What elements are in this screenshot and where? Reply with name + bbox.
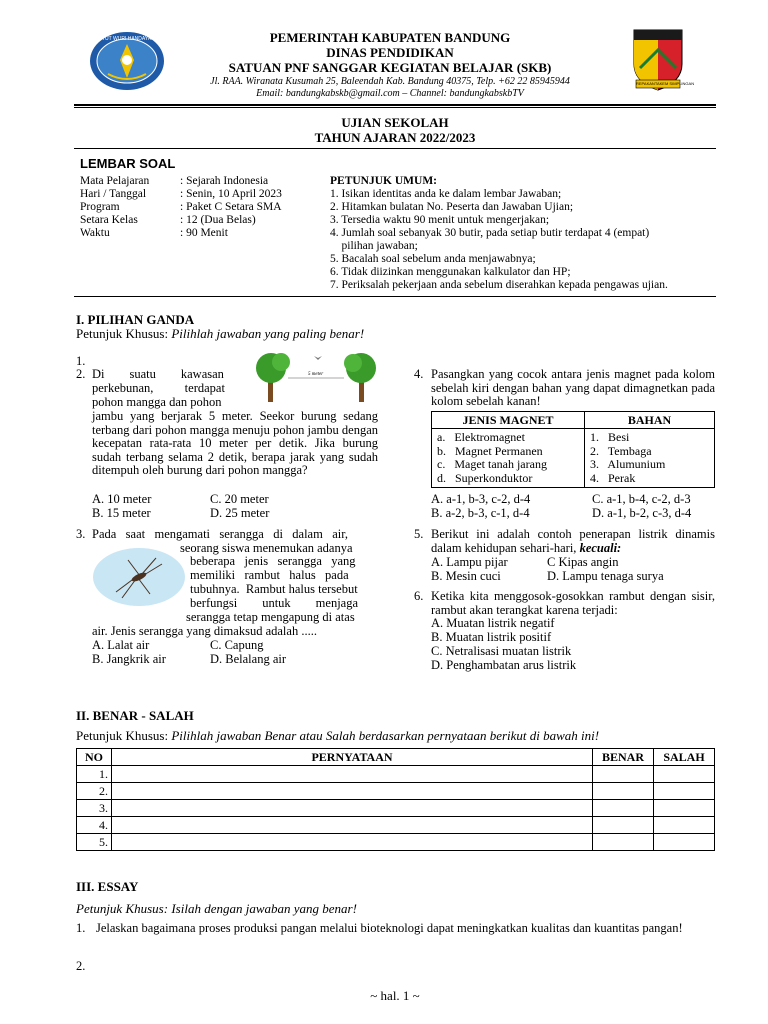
instr-prefix: Petunjuk Khusus: <box>76 728 172 743</box>
info-value: : Sejarah Indonesia <box>180 175 269 187</box>
row-number: 1. <box>77 766 112 783</box>
question-4-text: Pasangkan yang cocok antara jenis magnet pada kolom sebelah kiri dengan bahan yang dapat dimagnetkan pada kolom sebelah kanan! <box>431 367 715 408</box>
magnet-type: b. Magnet Permanen <box>437 443 543 458</box>
question-3-option[interactable]: D. Belalang air <box>210 652 287 666</box>
magnet-type: a. Elektromagnet <box>437 430 525 444</box>
question-2-option[interactable]: B. 15 meter <box>92 506 151 520</box>
col-pernyataan: PERNYATAAN <box>112 749 593 766</box>
header-email: Email: bandungkabskb@gmail.com – Channel: bandungkabskbTV <box>256 88 524 99</box>
question-5-kecuali: kecuali: <box>579 540 622 555</box>
instr-italic: Pilihlah jawaban yang paling benar! <box>171 326 365 341</box>
salah-cell[interactable] <box>654 834 715 851</box>
trees-bird-image <box>256 348 378 404</box>
salah-cell[interactable] <box>654 783 715 800</box>
benar-cell[interactable] <box>593 766 654 783</box>
table-row <box>77 783 715 800</box>
water-insect-image <box>92 546 186 608</box>
section-2-title: II. BENAR - SALAH <box>76 708 194 723</box>
magnet-type: d. Superkonduktor <box>437 470 533 485</box>
material: 3. Alumunium <box>590 457 666 471</box>
benar-cell[interactable] <box>593 800 654 817</box>
salah-cell[interactable] <box>654 817 715 834</box>
question-3-number: 3. <box>76 527 86 541</box>
statement-cell <box>112 834 593 851</box>
header-line-2: DINAS PENDIDIKAN <box>326 45 454 60</box>
petunjuk-item: 7. Periksalah pekerjaan anda sebelum diserahkan kepada pengawas ujian. <box>330 279 668 291</box>
header-divider-thick <box>74 104 716 106</box>
question-3-line: berfungsi untuk menjaga <box>190 596 359 610</box>
header-line-1: PEMERINTAH KABUPATEN BANDUNG <box>269 30 511 45</box>
salah-cell[interactable] <box>654 766 715 783</box>
question-5-number: 5. <box>414 527 424 541</box>
question-3-option[interactable]: C. Capung <box>210 638 264 652</box>
question-3-line: memiliki rambut halus pada <box>190 568 349 582</box>
exam-title: UJIAN SEKOLAH <box>341 115 449 130</box>
statement-cell <box>112 783 593 800</box>
essay-1-text: Jelaskan bagaimana proses produksi pangan melalui bioteknologi dapat meningkatkan kualitas dan kuantitas pangan! <box>96 921 683 935</box>
essay-2-number: 2. <box>76 959 86 973</box>
question-3-line: beberapa jenis serangga yang <box>190 554 356 568</box>
petunjuk-item: pilihan jawaban; <box>330 240 418 252</box>
benar-salah-table <box>76 748 715 851</box>
logo-right-text: REPAKANTAKEM SIMPLINGAN <box>636 81 695 86</box>
magnet-table-right <box>585 429 715 488</box>
col-salah: SALAH <box>654 749 715 766</box>
header-divider-thin <box>74 107 716 108</box>
magnet-table-header: JENIS MAGNET <box>432 412 585 429</box>
header-address: Jl. RAA. Wiranata Kusumah 25, Baleendah Kab. Bandung 40375, Telp. +62 22 85945944 <box>210 76 570 87</box>
question-6-option[interactable]: D. Penghambatan arus listrik <box>431 658 577 672</box>
info-value: : 12 (Dua Belas) <box>180 214 256 226</box>
instr-prefix: Petunjuk Khusus: <box>76 901 172 916</box>
row-number: 2. <box>77 783 112 800</box>
info-divider <box>74 296 716 297</box>
question-5-option[interactable]: D. Lampu tenaga surya <box>547 569 664 583</box>
table-row <box>77 834 715 851</box>
col-no: NO <box>77 749 112 766</box>
info-label: Hari / Tanggal <box>80 188 147 200</box>
magnet-table-header: BAHAN <box>585 412 715 429</box>
statement-cell <box>112 817 593 834</box>
question-5-text <box>431 528 715 555</box>
question-4-number: 4. <box>414 367 424 381</box>
table-row <box>77 766 715 783</box>
statement-cell <box>112 800 593 817</box>
benar-cell[interactable] <box>593 783 654 800</box>
question-6-option[interactable]: A. Muatan listrik negatif <box>431 616 555 630</box>
info-label: Waktu <box>80 227 110 239</box>
question-3-first-line: Pada saat mengamati serangga di dalam air, <box>92 527 349 541</box>
table-row <box>77 800 715 817</box>
exam-year: TAHUN AJARAN 2022/2023 <box>314 130 476 145</box>
question-3-last-line: air. Jenis serangga yang dimaksud adalah ..... <box>92 624 317 638</box>
instr-italic: Pilihlah jawaban Benar atau Salah berdasarkan pernyataan berikut di bawah ini! <box>171 728 600 743</box>
essay-1-number: 1. <box>76 921 86 935</box>
question-3-line: serangga tetap mengapung di atas <box>186 610 355 624</box>
info-value: : Paket C Setara SMA <box>180 201 282 213</box>
page-number: ~ hal. 1 ~ <box>370 988 420 1003</box>
question-6-option[interactable]: C. Netralisasi muatan listrik <box>431 644 572 658</box>
salah-cell[interactable] <box>654 800 715 817</box>
header-line-3: SATUAN PNF SANGGAR KEGIATAN BELAJAR (SKB) <box>228 60 552 75</box>
question-2-option[interactable]: D. 25 meter <box>210 506 270 520</box>
row-number: 3. <box>77 800 112 817</box>
petunjuk-item: 5. Bacalah soal sebelum anda menjawabnya; <box>330 253 536 265</box>
logo-kabupaten-bandung <box>630 28 695 94</box>
question-3-line: seorang siswa menemukan adanya <box>180 541 353 555</box>
logo-left-text: TUT WURI HANDAYANI <box>102 36 157 42</box>
question-3-option[interactable]: A. Lalat air <box>92 638 150 652</box>
col-benar: BENAR <box>593 749 654 766</box>
section-1-instruction <box>76 326 364 342</box>
petunjuk-item: 3. Tersedia waktu 90 menit untuk mengerjakan; <box>330 214 550 226</box>
question-5-body: Berikut ini adalah contoh penerapan listrik dinamis dalam kehidupan sehari-hari, <box>431 527 715 555</box>
info-label: Setara Kelas <box>80 214 138 226</box>
question-3-option[interactable]: B. Jangkrik air <box>92 652 166 666</box>
title-divider <box>74 148 716 149</box>
question-2-line: Di suatu kawasan <box>92 367 224 381</box>
info-value: : 90 Menit <box>180 227 228 239</box>
petunjuk-title: PETUNJUK UMUM: <box>330 175 437 187</box>
section-3-instruction <box>76 901 357 917</box>
question-2-option[interactable]: A. 10 meter <box>92 492 152 506</box>
question-4-option[interactable]: A. a-1, b-3, c-2, d-4 <box>431 492 531 506</box>
magnet-table <box>431 411 715 488</box>
question-2-line: pohon mangga dan pohon <box>92 395 222 409</box>
petunjuk-item: 1. Isikan identitas anda ke dalam lembar Jawaban; <box>330 188 562 200</box>
magnet-type: c. Maget tanah jarang <box>437 457 547 471</box>
magnet-table-left <box>432 429 585 488</box>
info-label: Mata Pelajaran <box>80 175 150 187</box>
section-3-title: III. ESSAY <box>76 879 139 894</box>
instr-prefix: Petunjuk Khusus: <box>76 326 172 341</box>
section-1-title: I. PILIHAN GANDA <box>76 312 195 327</box>
question-4-option[interactable]: B. a-2, b-3, c-1, d-4 <box>431 506 530 520</box>
instr-italic: Isilah dengan jawaban yang benar! <box>171 901 357 916</box>
benar-cell[interactable] <box>593 817 654 834</box>
petunjuk-item: 4. Jumlah soal sebanyak 30 butir, pada setiap butir terdapat 4 (empat) <box>330 227 650 239</box>
benar-cell[interactable] <box>593 834 654 851</box>
petunjuk-item: 6. Tidak diizinkan menggunakan kalkulator dan HP; <box>330 266 571 278</box>
section-2-instruction <box>76 728 599 744</box>
question-5-option[interactable]: C Kipas angin <box>547 555 619 569</box>
petunjuk-item: 2. Hitamkan bulatan No. Peserta dan Jawaban Ujian; <box>330 201 574 213</box>
question-6-number: 6. <box>414 589 424 603</box>
material: 2. Tembaga <box>590 443 652 458</box>
info-value: : Senin, 10 April 2023 <box>180 188 282 200</box>
table-row <box>77 817 715 834</box>
material: 1. Besi <box>590 430 630 444</box>
question-2-number: 2. <box>76 367 86 381</box>
question-1-number: 1. <box>76 354 86 368</box>
row-number: 5. <box>77 834 112 851</box>
lembar-soal-label: LEMBAR SOAL <box>80 156 176 171</box>
question-2-line: perkebunan, terdapat <box>92 381 225 395</box>
question-6-option[interactable]: B. Muatan listrik positif <box>431 630 552 644</box>
distance-label: 5 meter <box>308 372 324 377</box>
material: 4. Perak <box>590 470 636 485</box>
statement-cell <box>112 766 593 783</box>
question-4-option[interactable]: C. a-1, b-4, c-2, d-3 <box>592 492 691 506</box>
info-label: Program <box>80 201 120 213</box>
question-2-option[interactable]: C. 20 meter <box>210 492 269 506</box>
logo-tut-wuri-handayani <box>88 30 166 92</box>
question-3-line: tubuhnya. Rambut halus tersebut <box>190 582 358 596</box>
question-6-text: Ketika kita menggosok-gosokkan rambut dengan sisir, rambut akan terangkat karena terjadi: <box>431 589 715 617</box>
question-5-option[interactable]: B. Mesin cuci <box>431 569 501 583</box>
question-2-text: jambu yang berjarak 5 meter. Seekor burung sedang terbang dari pohon mangga menuju pohon jambu dengan kecepatan rata-rata 10 meter per detik. Jika burung sudah terbang selama 2 detik, berapa jarak yang sudah ditempuh oleh burung dari pohon mangga? <box>92 409 378 477</box>
question-4-option[interactable]: D. a-1, b-2, c-3, d-4 <box>592 506 692 520</box>
row-number: 4. <box>77 817 112 834</box>
question-5-option[interactable]: A. Lampu pijar <box>431 555 508 569</box>
